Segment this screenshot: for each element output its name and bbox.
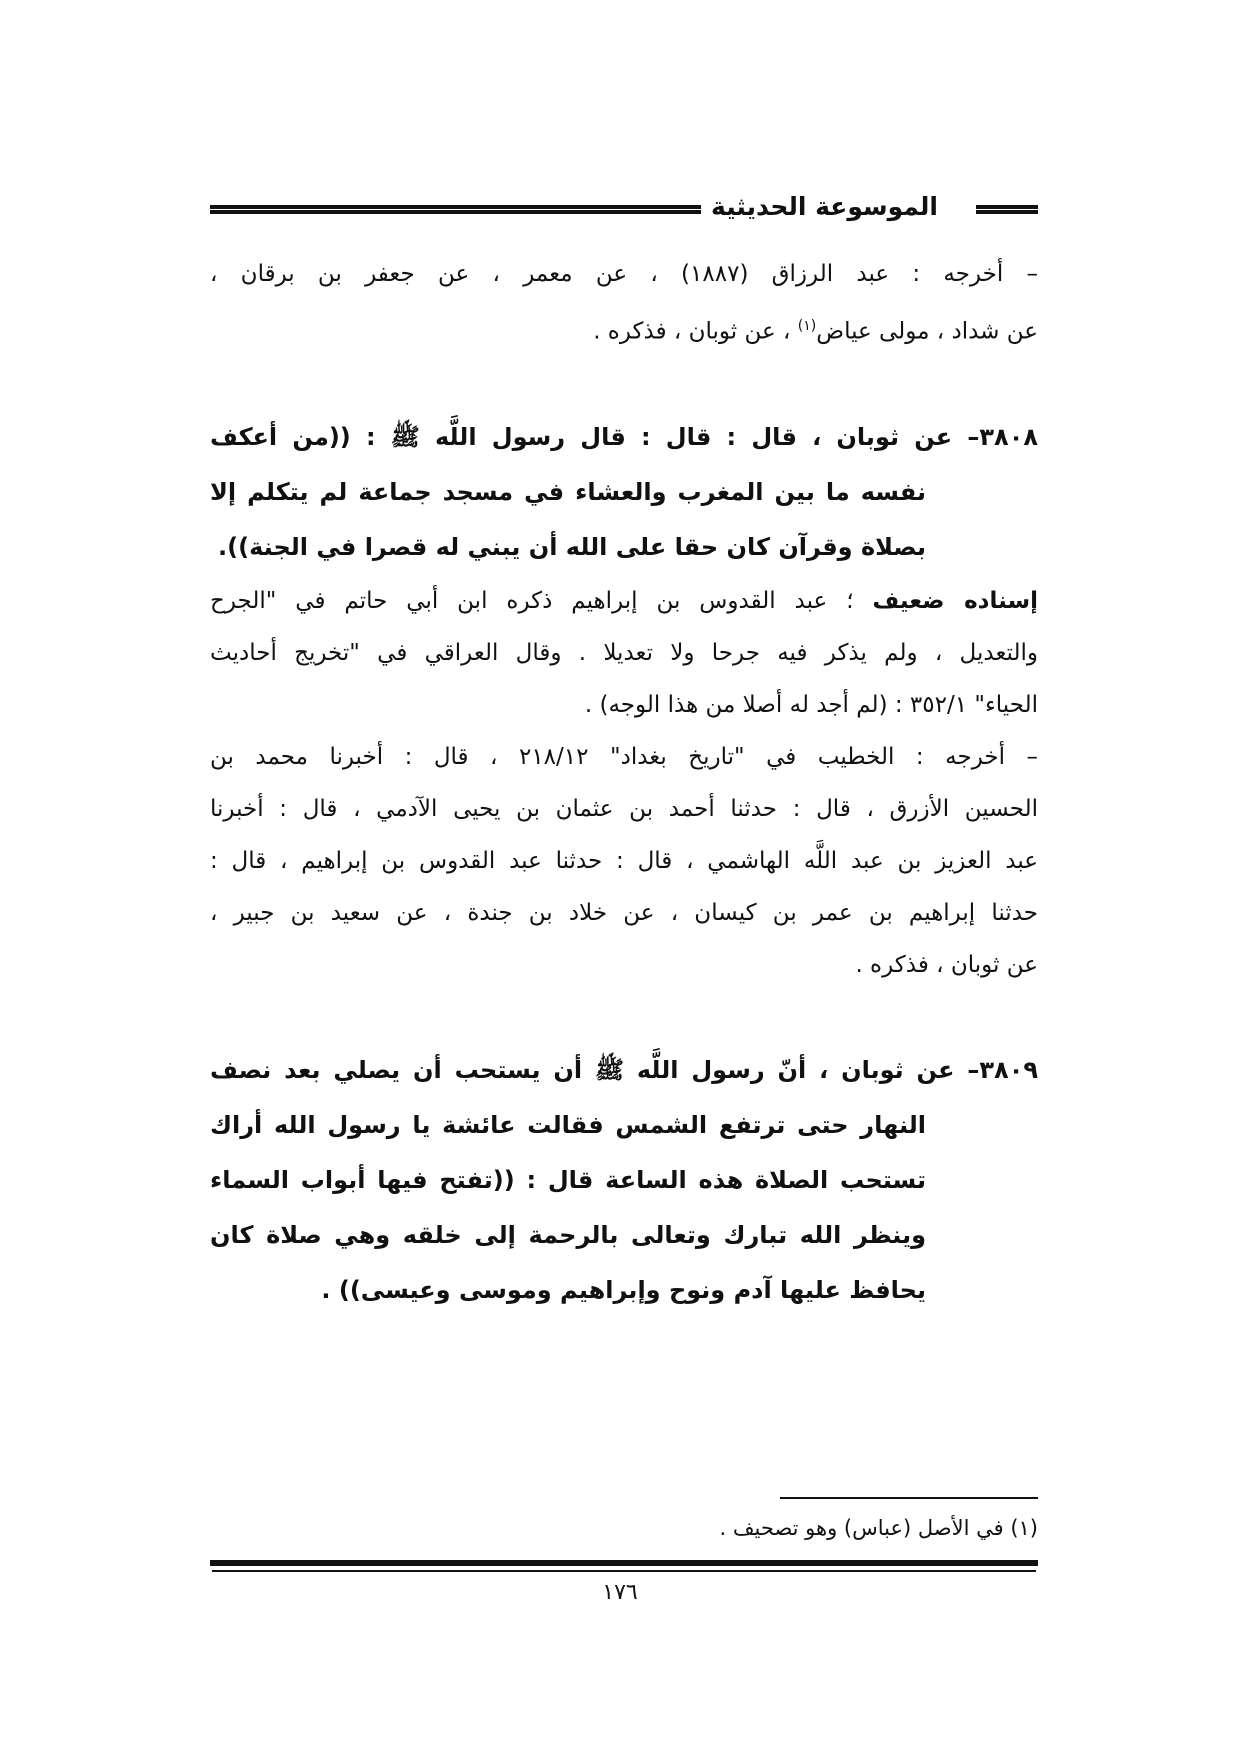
text-line: الحسين الأزرق ، قال : حدثنا أحمد بن عثمان بن يحيى الآدمي ، قال : أخبرنا — [210, 795, 1038, 822]
page-body — [210, 248, 1038, 1318]
bottom-rule — [210, 1560, 1038, 1566]
hadith-3809 — [210, 1043, 1038, 1318]
text-line — [210, 300, 1038, 358]
footnote-1: (١) في الأصل (عباس) وهو تصحيف . — [719, 1516, 1038, 1540]
hadith-line: ٣٨٠٨– عن ثوبان ، قال : قال : قال رسول اللَّه ﷺ : ((من أعكف — [210, 422, 1038, 451]
text-fragment: ، عن ثوبان ، فذكره . — [593, 318, 798, 345]
text-line: حدثنا إبراهيم بن عمر بن كيسان ، عن خلاد بن جندة ، عن سعيد بن جبير ، — [210, 899, 1038, 926]
hadith-line: نفسه ما بين المغرب والعشاء في مسجد جماعة لم يتكلم إلا — [210, 477, 926, 506]
page-number: ١٧٦ — [602, 1580, 638, 1605]
hadith-line: بصلاة وقرآن كان حقا على الله أن يبني له قصرا في الجنة)). — [218, 532, 926, 561]
text-line: – أخرجه : الخطيب في "تاريخ بغداد" ٢١٨/١٢ ، قال : أخبرنا محمد بن — [210, 743, 1038, 770]
hadith-line: تستحب الصلاة هذه الساعة قال : ((تفتح فيها أبواب السماء — [210, 1165, 926, 1194]
takhrij-paragraph-2 — [210, 731, 1038, 991]
text-line: والتعديل ، ولم يذكر فيه جرحا ولا تعديلا . وقال العراقي في "تخريج أحاديث — [210, 639, 1038, 666]
text-fragment: عن شداد ، مولى عياض — [816, 318, 1038, 345]
header-rule-right — [976, 210, 1038, 214]
running-header — [210, 190, 1038, 230]
text-line: عبد العزيز بن عبد اللَّه الهاشمي ، قال : حدثنا عبد القدوس بن إبراهيم ، قال : — [210, 847, 1038, 874]
hadith-line: يحافظ عليها آدم ونوح وإبراهيم وموسى وعيسى)) . — [321, 1275, 926, 1304]
text-line: الحياء" ٣٥٢/١ : (لم أجد له أصلا من هذا الوجه) . — [584, 691, 1038, 718]
isnad-paragraph — [210, 575, 1038, 731]
text-line: – أخرجه : عبد الرزاق (١٨٨٧) ، عن معمر ، عن جعفر بن برقان ، — [210, 261, 1038, 287]
footnote-separator — [780, 1497, 1038, 1499]
text-fragment: ؛ عبد القدوس بن إبراهيم ذكره ابن أبي حاتم في "الجرح — [210, 587, 873, 614]
text-line — [210, 575, 1038, 627]
takhrij-paragraph-1 — [210, 248, 1038, 358]
hadith-line: ٣٨٠٩– عن ثوبان ، أنّ رسول اللَّه ﷺ أن يستحب أن يصلي بعد نصف — [210, 1055, 1038, 1084]
footnote-reference[interactable]: (١) — [797, 318, 817, 334]
header-rule-left — [210, 210, 715, 214]
text-line: عن ثوبان ، فذكره . — [855, 951, 1038, 978]
hadith-line: وينظر الله تبارك وتعالى بالرحمة إلى خلقه وهي صلاة كان — [210, 1220, 926, 1249]
header-title: الموسوعة الحديثية — [701, 190, 948, 224]
hadith-line: النهار حتى ترتفع الشمس فقالت عائشة يا رسول الله أراك — [210, 1110, 926, 1139]
isnad-label: إسناده ضعيف — [872, 587, 1038, 614]
hadith-3808 — [210, 410, 1038, 575]
